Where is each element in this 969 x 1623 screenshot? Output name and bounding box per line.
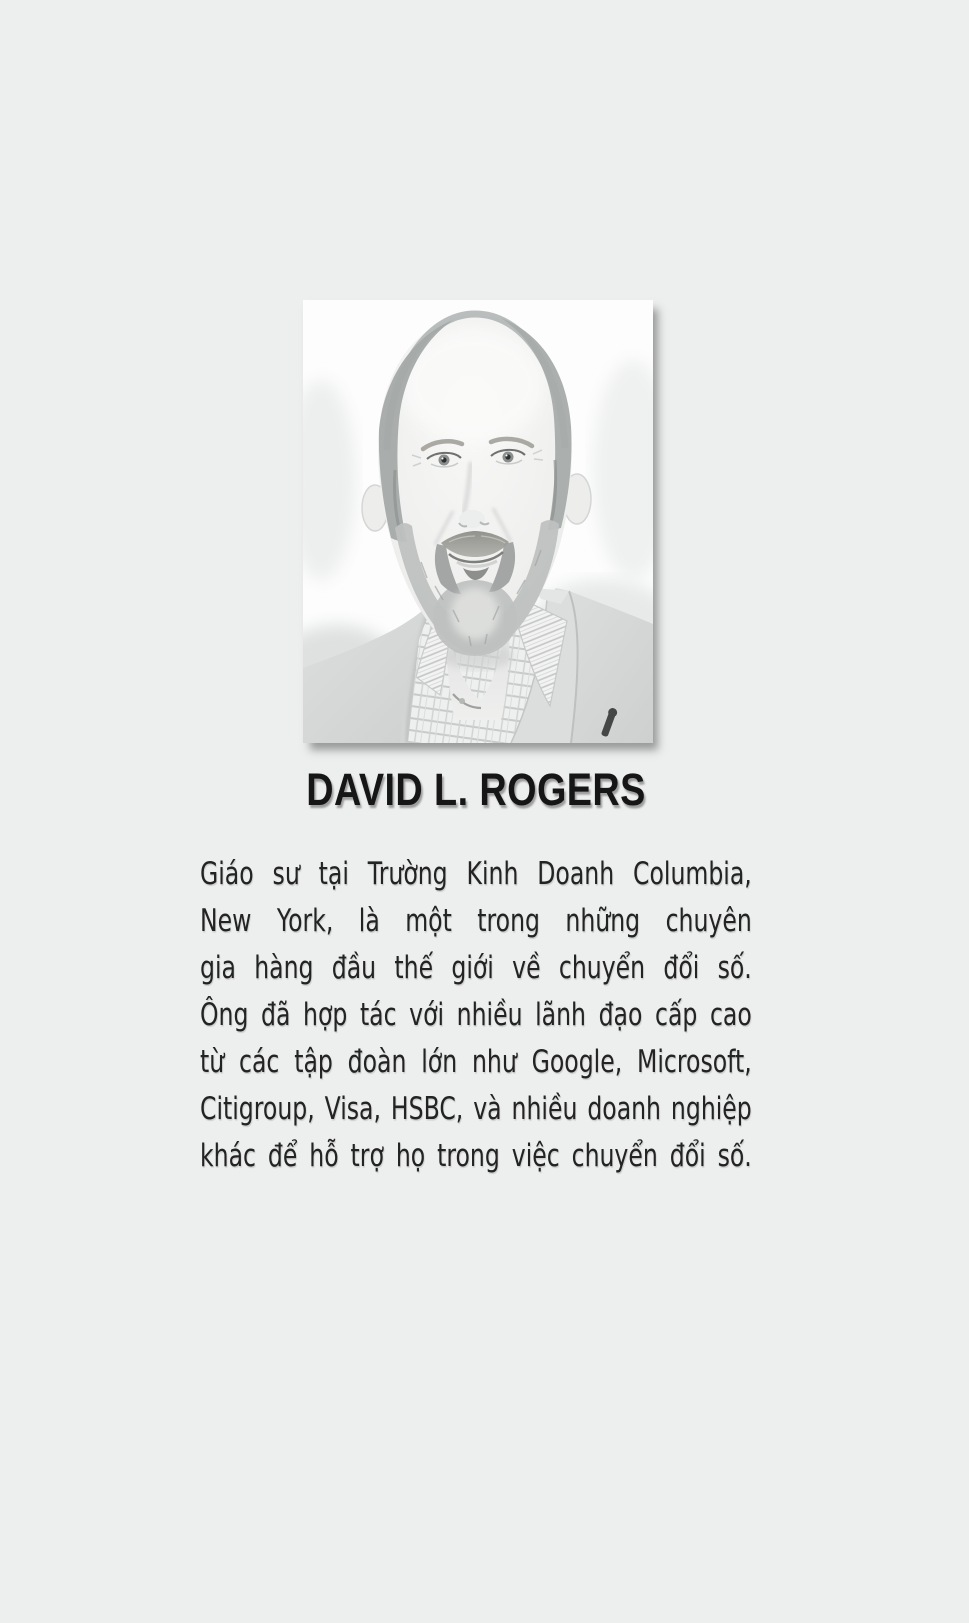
bio-line: khác để hỗ trợ họ trong việc chuyển đổi số. — [200, 1138, 752, 1174]
bio-paragraph — [200, 851, 752, 1180]
author-photo — [303, 300, 653, 743]
author-name-title: DAVID L. ROGERS — [306, 764, 646, 815]
bio-line: Ông đã hợp tác với nhiều lãnh đạo cấp cao — [200, 997, 752, 1033]
bio-line: Citigroup, Visa, HSBC, và nhiều doanh nghiệp — [200, 1091, 752, 1127]
bio-line: từ các tập đoàn lớn như Google, Microsoft, — [200, 1044, 752, 1080]
author-photo-frame — [303, 300, 653, 743]
bio-line: gia hàng đầu thế giới về chuyển đổi số. — [200, 950, 752, 986]
bio-line: New York, là một trong những chuyên — [200, 903, 752, 939]
bio-line: Giáo sư tại Trường Kinh Doanh Columbia, — [200, 856, 752, 892]
